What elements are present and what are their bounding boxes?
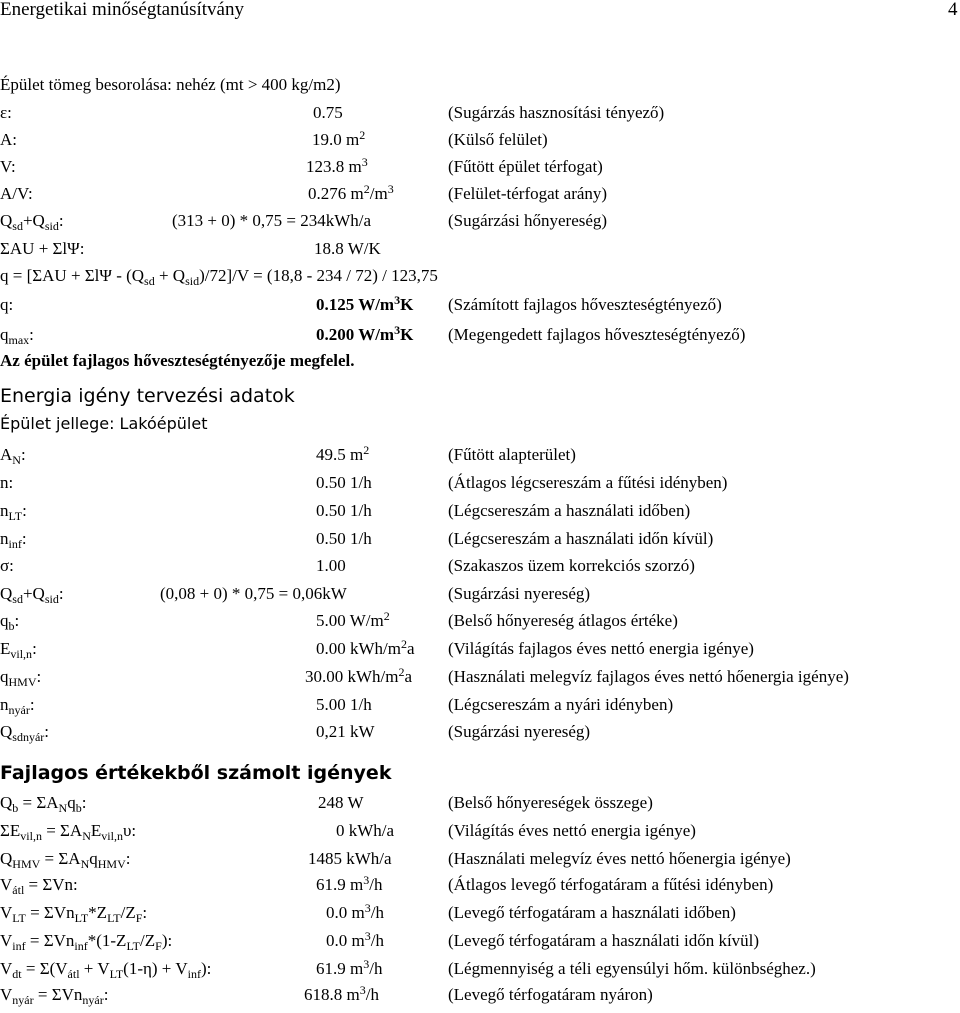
r7-value: 61.9 $m^3/h$ — [316, 957, 383, 978]
a-desc: (Külső felület) — [448, 130, 548, 149]
an-label: $A_N$: — [0, 445, 26, 467]
r7-desc: (Légmennyiség a téli egyensúlyi hőm. különbséghez.) — [448, 959, 816, 978]
qsd-label: $Q_{sd}+Q_{sid}$: — [0, 584, 64, 606]
evil-desc: (Világítás fajlagos éves nettó energia igénye) — [448, 639, 754, 658]
r6-desc: (Levegő térfogatáram a használati időn kívül) — [448, 931, 760, 950]
section-title-specific-demands: Fajlagos értékekből számolt igények — [0, 762, 392, 784]
eps-desc: (Sugárzás hasznosítási tényező) — [448, 103, 665, 122]
r3-desc: (Használati melegvíz éves nettó hőenergia igénye) — [448, 849, 791, 868]
a-value: 19.0 $m^2$ — [312, 128, 366, 149]
nnyar-label: $n_{nyár}$: — [0, 695, 35, 717]
qsd-value: (0,08 + 0) * 0,75 = 0,06kW — [160, 584, 347, 603]
sigma-label: σ: — [0, 556, 14, 575]
sau-label: ΣAU + ΣlΨ: — [0, 239, 85, 258]
q-sd-value: (313 + 0) * 0,75 = 234kWh/a — [172, 211, 372, 230]
av-desc: (Felület-térfogat arány) — [448, 184, 608, 203]
r8-label: $V_{nyár} = \Sigma Vn_{nyár}$: — [0, 985, 109, 1007]
nnyar-value: 5.00 1/h — [316, 695, 372, 714]
r6-label: $V_{inf} = \Sigma Vn_{inf}*(1-Z_{LT}/Z_F)$: — [0, 931, 173, 953]
qsd-desc: (Sugárzási nyereség) — [448, 584, 591, 603]
qhmv-desc: (Használati melegvíz fajlagos éves nettó hőenergia igénye) — [448, 667, 849, 686]
qsdnyar-desc: (Sugárzási nyereség) — [448, 722, 591, 741]
q-label: q: — [0, 295, 14, 314]
r6-value: 0.0 $m^3/h$ — [326, 929, 384, 950]
qhmv-label: $q_{HMV}$: — [0, 667, 42, 689]
r2-value: 0 kWh/a — [336, 821, 395, 840]
r5-value: 0.0 $m^3/h$ — [326, 901, 384, 922]
nnyar-desc: (Légcsereszám a nyári idényben) — [448, 695, 674, 714]
r1-value: 248 W — [318, 793, 364, 812]
a-label: A: — [0, 130, 17, 149]
conclusion: Az épület fajlagos hőveszteségtényezője megfelel. — [0, 351, 355, 370]
eps-value: 0.75 — [313, 103, 343, 122]
document-title: Energetikai minőségtanúsítvány — [0, 0, 244, 20]
sau-value: 18.8 W/K — [314, 239, 381, 258]
av-label: A/V: — [0, 184, 33, 203]
r4-label: $V_{átl} = \Sigma Vn$: — [0, 875, 78, 897]
building-type: Épület jellege: Lakóépület — [0, 414, 208, 433]
ninf-value: 0.50 1/h — [316, 529, 372, 548]
v-label: V: — [0, 157, 16, 176]
q-formula: $q = [\Sigma AU + \Sigma l\Psi - (Q_{sd} + Q_{sid})/72]/V = (18,8 - 234 / 72) / 123,75$ — [0, 266, 438, 288]
qb-label: $q_b$: — [0, 611, 20, 633]
r3-label: $Q_{HMV} = \Sigma A_Nq_{HMV}$: — [0, 849, 131, 871]
ninf-label: $n_{inf}$: — [0, 529, 27, 551]
av-value: 0.276 $m^2/m^3$ — [308, 182, 394, 203]
mass-classification: Épület tömeg besorolása: nehéz (mt > 400 kg/m2) — [0, 75, 341, 94]
evil-label: $E_{vil,n}$: — [0, 639, 37, 661]
qsdnyar-label: $Q_{sdnyár}$: — [0, 722, 50, 744]
nlt-desc: (Légcsereszám a használati időben) — [448, 501, 691, 520]
qhmv-value: 30.00 kWh/$m^2a$ — [305, 665, 413, 686]
ninf-desc: (Légcsereszám a használati időn kívül) — [448, 529, 714, 548]
q-sd-label: $Q_{sd}+Q_{sid}$: — [0, 211, 64, 233]
section-title-planning: Energia igény tervezési adatok — [0, 385, 295, 407]
r3-value: 1485 kWh/a — [308, 849, 392, 868]
r8-desc: (Levegő térfogatáram nyáron) — [448, 985, 653, 1004]
n-label: n: — [0, 473, 14, 492]
qmax-desc: (Megengedett fajlagos hőveszteségtényező) — [448, 325, 746, 344]
r2-label: $\Sigma E_{vil,n} = \Sigma A_NE_{vil,n}\upsilon$: — [0, 821, 137, 843]
an-desc: (Fűtött alapterület) — [448, 445, 576, 464]
r2-desc: (Világítás éves nettó energia igénye) — [448, 821, 696, 840]
qsdnyar-value: 0,21 kW — [316, 722, 375, 741]
r1-label: $Q_b = \Sigma A_Nq_b$: — [0, 793, 87, 815]
v-value: 123.8 $m^3$ — [306, 155, 368, 176]
r1-desc: (Belső hőnyereségek összege) — [448, 793, 653, 812]
sigma-value: 1.00 — [316, 556, 346, 575]
r5-desc: (Levegő térfogatáram a használati időben) — [448, 903, 736, 922]
r8-value: 618.8 $m^3/h$ — [304, 983, 379, 1004]
q-desc: (Számított fajlagos hőveszteségtényező) — [448, 295, 722, 314]
r4-value: 61.9 $m^3/h$ — [316, 873, 383, 894]
qb-value: 5.00 $W/m^2$ — [316, 609, 390, 630]
an-value: 49.5 $m^2$ — [316, 443, 370, 464]
sigma-desc: (Szakaszos üzem korrekciós szorzó) — [448, 556, 695, 575]
evil-value: 0.00 kWh/$m^2a$ — [316, 637, 415, 658]
r4-desc: (Átlagos levegő térfogatáram a fűtési idényben) — [448, 875, 774, 894]
page-number: 4 — [948, 0, 958, 20]
nlt-label: $n_{LT}$: — [0, 501, 27, 523]
eps-label: ε: — [0, 103, 12, 122]
nlt-value: 0.50 1/h — [316, 501, 372, 520]
r7-label: $V_{dt} = \Sigma(V_{átl} + V_{LT}(1-\eta) + V_{inf})$: — [0, 959, 212, 981]
qmax-label: $q_{max}$: — [0, 325, 34, 347]
r5-label: $V_{LT} = \Sigma Vn_{LT}*Z_{LT}/Z_F$: — [0, 903, 148, 925]
q-value: 0.125 $W/m^3K$ — [316, 293, 414, 314]
v-desc: (Fűtött épület térfogat) — [448, 157, 603, 176]
n-value: 0.50 1/h — [316, 473, 372, 492]
qmax-value: 0.200 $W/m^3K$ — [316, 323, 414, 344]
n-desc: (Átlagos légcsereszám a fűtési idényben) — [448, 473, 728, 492]
qb-desc: (Belső hőnyereség átlagos értéke) — [448, 611, 678, 630]
q-sd-desc: (Sugárzási hőnyereség) — [448, 211, 608, 230]
